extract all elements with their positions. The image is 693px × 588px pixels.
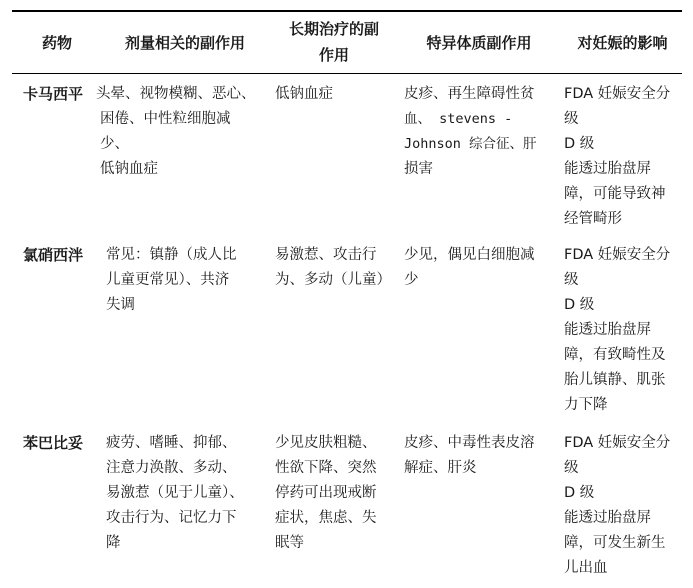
pregnancy-effects: FDA 妊娠安全分 级 D 级 能透过胎盘屏 障，可发生新生 儿出血 [564,435,671,576]
header-bottom-rule [12,73,682,74]
header-long-term: 长期治疗的副 作用 [288,20,379,64]
long-term-effects: 易激惹、攻击行 为、多动（儿童） [275,247,391,288]
header-pregnancy: 对妊娠的影响 [577,34,668,52]
long-term-effects: 低钠血症 [275,86,333,102]
header-idiosyncratic: 特异体质副作用 [426,34,532,52]
drug-name: 氯硝西泮 [23,246,84,264]
drug-name: 苯巴比妥 [23,434,84,452]
dose-related-effects: 疲劳、嗜睡、抑郁、 注意力涣散、多动、 易激惹（见于儿童）、 攻击行为、记忆力下 降 [106,435,244,551]
long-term-effects: 少见皮肤粗糙、 性欲下降、突然 停药可出现戒断 症状，焦虑、失 眠等 [275,435,377,551]
pregnancy-effects: FDA 妊娠安全分 级 D 级 能透过胎盘屏 障，有致畸性及 胎儿镇静、肌张 力下降 [564,247,671,413]
idiosyncratic-effects: 皮疹、再生障碍性贫 血、 stevens - Johnson 综合征、肝 损害 [404,86,537,177]
idiosyncratic-effects: 皮疹、中毒性表皮溶 解症、肝炎 [404,435,535,476]
drug-name: 卡马西平 [23,85,84,103]
table-top-rule [12,10,682,12]
dose-related-effects: 头晕、视物模糊、恶心、 困倦、中性粒细胞减 少、 低钠血症 [96,86,256,177]
pregnancy-effects: FDA 妊娠安全分 级 D 级 能透过胎盘屏 障，可能导致神 经管畸形 [564,86,671,227]
idiosyncratic-effects: 少见，偶见白细胞减 少 [404,247,535,288]
header-drug: 药物 [41,34,72,52]
dose-related-effects: 常见：镇静（成人比 儿童更常见）、共济 失调 [106,247,237,313]
header-dose-related: 剂量相关的副作用 [124,34,245,52]
